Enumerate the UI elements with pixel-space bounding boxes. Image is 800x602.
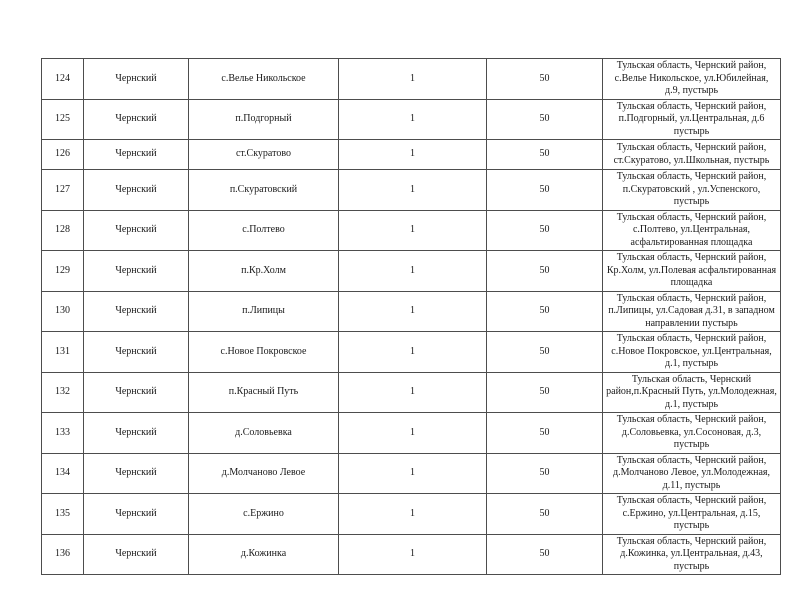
cell-value-1: 1 [339, 413, 487, 454]
cell-value-1: 1 [339, 210, 487, 251]
cell-value-1: 1 [339, 453, 487, 494]
table-body [42, 59, 781, 575]
cell-value-50: 50 [487, 332, 603, 373]
cell-district: Чернский [84, 251, 189, 292]
cell-locality: п.Подгорный [189, 99, 339, 140]
cell-row-number: 133 [42, 413, 84, 454]
cell-address: Тульская область, Чернский район, д.Молчаново Левое, ул.Молодежная, д.11, пустырь [603, 453, 781, 494]
cell-address: Тульская область, Чернский район, ст.Скуратово, ул.Школьная, пустырь [603, 140, 781, 170]
cell-value-1: 1 [339, 170, 487, 211]
cell-locality: с.Ержино [189, 494, 339, 535]
cell-value-50: 50 [487, 413, 603, 454]
table-row [42, 372, 781, 413]
cell-value-50: 50 [487, 170, 603, 211]
cell-value-1: 1 [339, 372, 487, 413]
cell-locality: д.Молчаново Левое [189, 453, 339, 494]
cell-address: Тульская область, Чернский район, с.Полтево, ул.Центральная, асфальтированная площадка [603, 210, 781, 251]
cell-address: Тульская область, Чернский район, с.Новое Покровское, ул.Центральная, д.1, пустырь [603, 332, 781, 373]
table-row [42, 534, 781, 575]
table-row [42, 59, 781, 100]
cell-value-50: 50 [487, 99, 603, 140]
cell-address: Тульская область, Чернский район, с.Ержино, ул.Центральная, д.15, пустырь [603, 494, 781, 535]
cell-value-1: 1 [339, 494, 487, 535]
table-row [42, 291, 781, 332]
cell-district: Чернский [84, 534, 189, 575]
cell-locality: с.Новое Покровское [189, 332, 339, 373]
cell-row-number: 131 [42, 332, 84, 373]
cell-district: Чернский [84, 453, 189, 494]
cell-district: Чернский [84, 170, 189, 211]
cell-value-50: 50 [487, 372, 603, 413]
cell-district: Чернский [84, 140, 189, 170]
cell-value-1: 1 [339, 291, 487, 332]
cell-row-number: 128 [42, 210, 84, 251]
cell-value-1: 1 [339, 534, 487, 575]
registry-table [41, 58, 781, 575]
cell-address: Тульская область, Чернский район, д.Соловьевка, ул.Сосоновая, д.3, пустырь [603, 413, 781, 454]
cell-district: Чернский [84, 210, 189, 251]
cell-value-1: 1 [339, 59, 487, 100]
cell-district: Чернский [84, 291, 189, 332]
cell-row-number: 135 [42, 494, 84, 535]
cell-address: Тульская область, Чернский район, д.Кожинка, ул.Центральная, д.43, пустырь [603, 534, 781, 575]
cell-locality: п.Красный Путь [189, 372, 339, 413]
cell-address: Тульская область, Чернский район, п.Подгорный, ул.Центральная, д.6 пустырь [603, 99, 781, 140]
cell-district: Чернский [84, 99, 189, 140]
cell-value-50: 50 [487, 494, 603, 535]
cell-value-1: 1 [339, 332, 487, 373]
table-row [42, 170, 781, 211]
cell-value-50: 50 [487, 453, 603, 494]
cell-locality: д.Кожинка [189, 534, 339, 575]
cell-district: Чернский [84, 372, 189, 413]
table-row [42, 210, 781, 251]
table-row [42, 140, 781, 170]
table-row [42, 251, 781, 292]
cell-district: Чернский [84, 332, 189, 373]
cell-value-50: 50 [487, 210, 603, 251]
cell-value-50: 50 [487, 59, 603, 100]
cell-district: Чернский [84, 494, 189, 535]
cell-row-number: 134 [42, 453, 84, 494]
table-row [42, 413, 781, 454]
cell-value-1: 1 [339, 140, 487, 170]
cell-value-50: 50 [487, 251, 603, 292]
cell-address: Тульская область, Чернский район, с.Велье Никольское, ул.Юбилейная, д.9, пустырь [603, 59, 781, 100]
cell-value-50: 50 [487, 291, 603, 332]
cell-address: Тульская область, Чернский район, п.Скуратовский , ул.Успенского, пустырь [603, 170, 781, 211]
cell-value-1: 1 [339, 99, 487, 140]
cell-locality: п.Кр.Холм [189, 251, 339, 292]
cell-row-number: 129 [42, 251, 84, 292]
cell-locality: п.Скуратовский [189, 170, 339, 211]
table-row [42, 494, 781, 535]
cell-row-number: 124 [42, 59, 84, 100]
cell-locality: п.Липицы [189, 291, 339, 332]
cell-locality: ст.Скуратово [189, 140, 339, 170]
cell-row-number: 132 [42, 372, 84, 413]
cell-locality: д.Соловьевка [189, 413, 339, 454]
table-row [42, 453, 781, 494]
cell-value-50: 50 [487, 140, 603, 170]
table-row [42, 332, 781, 373]
cell-locality: с.Полтево [189, 210, 339, 251]
cell-value-1: 1 [339, 251, 487, 292]
cell-address: Тульская область, Чернский район, п.Липицы, ул.Садовая д.31, в западном направлении пустырь [603, 291, 781, 332]
cell-row-number: 126 [42, 140, 84, 170]
cell-address: Тульская область, Чернский район, Кр.Холм, ул.Полевая асфальтированная площадка [603, 251, 781, 292]
table-row [42, 99, 781, 140]
cell-row-number: 127 [42, 170, 84, 211]
cell-row-number: 136 [42, 534, 84, 575]
cell-row-number: 130 [42, 291, 84, 332]
cell-district: Чернский [84, 413, 189, 454]
cell-row-number: 125 [42, 99, 84, 140]
cell-district: Чернский [84, 59, 189, 100]
cell-locality: с.Велье Никольское [189, 59, 339, 100]
cell-address: Тульская область, Чернский район,п.Красный Путь, ул.Молодежная, д.1, пустырь [603, 372, 781, 413]
cell-value-50: 50 [487, 534, 603, 575]
